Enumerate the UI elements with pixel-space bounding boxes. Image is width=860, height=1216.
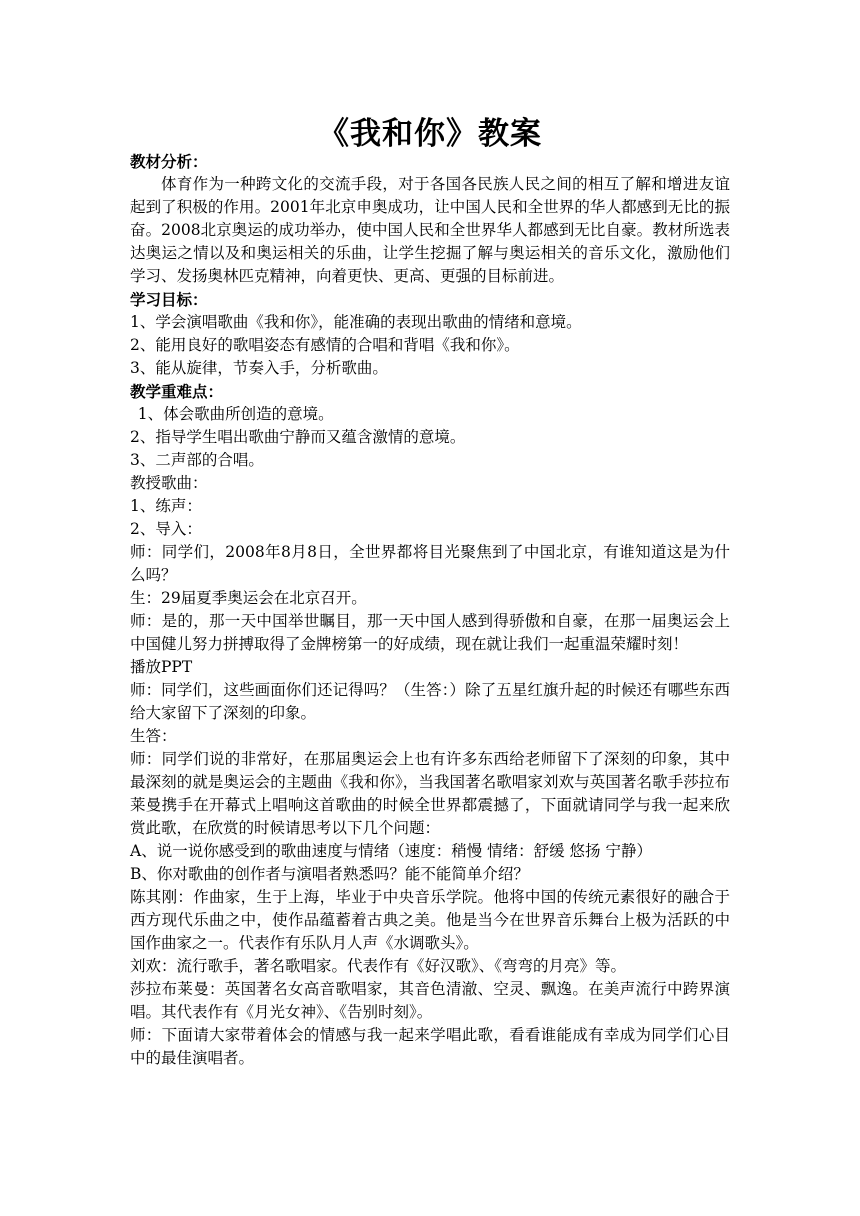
instruction-line: 播放PPT	[130, 658, 193, 676]
step-introduction: 2、导入：	[130, 520, 202, 538]
key-point-2: 2、指导学生唱出歌曲宁静而又蕴含激情的意境。	[130, 428, 466, 446]
heading-key-points: 教学重难点：	[130, 382, 224, 401]
dialogue-line: 师：同学们，这些画面你们还记得吗？（生答：）除了五星红旗升起的时候还有哪些东西给大家留下了深刻的印象。	[130, 681, 730, 722]
paragraph-material-analysis: 体育作为一种跨文化的交流手段，对于各国各民族人民之间的相互了解和增进友谊起到了积极的作用。2001年北京申奥成功，让中国人民和全世界的华人都感到无比的振奋。2008北京奥运的成功举办，使中国人民和全世界华人都感到无比自豪。教材所选表达奥运之情以及和奥运相关的乐曲，让学生挖掘了解与奥运相关的音乐文化，激励他们学习、发扬奥林匹克精神，向着更快、更高、更强的目标前进。	[130, 175, 730, 285]
goal-item-3: 3、能从旋律，节奏入手，分析歌曲。	[130, 359, 388, 377]
heading-material-analysis: 教材分析：	[130, 152, 208, 171]
dialogue-line: 师：同学们，2008年8月8日，全世界都将目光聚焦到了中国北京，有谁知道这是为什么吗？	[130, 543, 730, 584]
bio-liu-huan: 刘欢：流行歌手，著名歌唱家。代表作有《好汉歌》、《弯弯的月亮》等。	[130, 957, 627, 975]
key-point-3: 3、二声部的合唱。	[130, 451, 264, 469]
question-b: B、你对歌曲的创作者与演唱者熟悉吗？能不能简单介绍？	[130, 865, 529, 883]
question-a: A、说一说你感受到的歌曲速度与情绪（速度：稍慢 情绪：舒缓 悠扬 宁静）	[130, 842, 652, 860]
dialogue-line: 生：29届夏季奥运会在北京召开。	[130, 589, 367, 607]
bio-sarah-brightman: 莎拉布莱曼：英国著名女高音歌唱家，其音色清澈、空灵、飘逸。在美声流行中跨界演唱。其代表作有《月光女神》、《告别时刻》。	[130, 980, 730, 1021]
document-body	[130, 150, 730, 1070]
dialogue-line: 师：同学们说的非常好，在那届奥运会上也有许多东西给老师留下了深刻的印象，其中最深刻的就是奥运会的主题曲《我和你》，当我国著名歌唱家刘欢与英国著名歌手莎拉布莱曼携手在开幕式上唱响这首歌曲的时候全世界都震撼了，下面就请同学与我一起来欣赏此歌，在欣赏的时候请思考以下几个问题：	[130, 750, 730, 837]
heading-learning-goals: 学习目标：	[130, 290, 208, 309]
step-warm-up: 1、练声：	[130, 497, 202, 515]
heading-teaching-song: 教授歌曲：	[130, 474, 208, 492]
dialogue-line: 师：下面请大家带着体会的情感与我一起来学唱此歌，看看谁能成有幸成为同学们心目中的最佳演唱者。	[130, 1026, 730, 1067]
page-title: 《我和你》教案	[318, 116, 542, 152]
goal-item-2: 2、能用良好的歌唱姿态有感情的合唱和背唱《我和你》。	[130, 336, 520, 354]
key-point-1: 1、体会歌曲所创造的意境。	[137, 405, 334, 423]
dialogue-line: 生答：	[130, 727, 177, 745]
bio-chen-qigang: 陈其刚：作曲家，生于上海，毕业于中央音乐学院。他将中国的传统元素很好的融合于西方现代乐曲之中，使作品蕴蓄着古典之美。他是当今在世界音乐舞台上极为活跃的中国作曲家之一。代表作有乐队月人声《水调歌头》。	[130, 888, 730, 952]
dialogue-line: 师：是的，那一天中国举世瞩目，那一天中国人感到得骄傲和自豪，在那一届奥运会上中国健儿努力拼搏取得了金牌榜第一的好成绩，现在就让我们一起重温荣耀时刻！	[130, 612, 730, 653]
goal-item-1: 1、学会演唱歌曲《我和你》，能准确的表现出歌曲的情绪和意境。	[130, 313, 582, 331]
